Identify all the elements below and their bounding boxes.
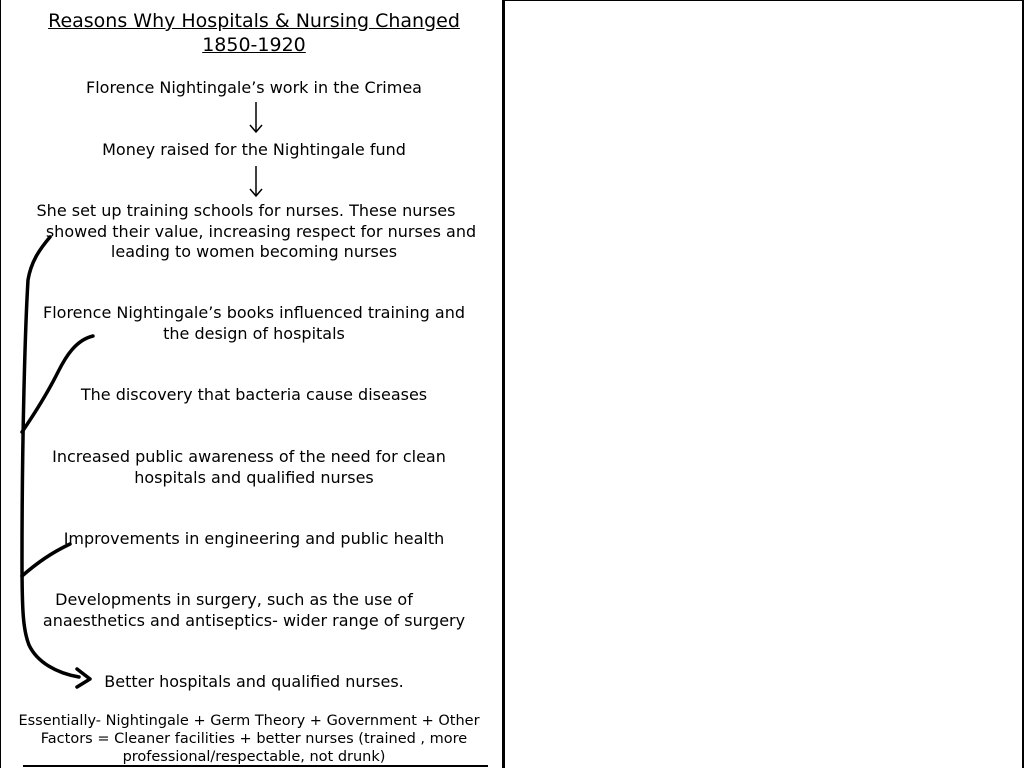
title-line-1: Reasons Why Hospitals & Nursing Changed xyxy=(48,10,460,32)
factor-books-line-2: the design of hospitals xyxy=(163,323,345,343)
summary-line-3: professional/respectable, not drunk) xyxy=(122,749,386,765)
training-schools-line-2: showed their value, increasing respect for nurses and xyxy=(45,221,477,241)
result-box xyxy=(11,672,497,693)
down-arrow-icon xyxy=(247,164,265,198)
factor-awareness-line-2: hospitals and qualified nurses xyxy=(134,467,374,487)
factor-bacteria xyxy=(11,385,497,406)
summary-line-1: Essentially- Nightingale + Germ Theory + Government + Other xyxy=(18,713,480,729)
chain-step-fund xyxy=(11,140,497,161)
training-schools-line-1: She set up training schools for nurses. These nurses xyxy=(36,201,456,220)
factor-surgery-line-1: Developments in surgery, such as the use of xyxy=(55,590,413,609)
factor-surgery-line-2: anaesthetics and antiseptics- wider range of surgery xyxy=(42,610,466,630)
result-text: Better hospitals and qualified nurses. xyxy=(104,672,404,691)
right-panel-blank xyxy=(505,0,1024,768)
factor-engineering-text: Improvements in engineering and public health xyxy=(63,529,445,548)
factor-engineering xyxy=(11,529,497,550)
factor-bacteria-text: The discovery that bacteria cause diseases xyxy=(80,385,428,404)
factor-books-line-1: Florence Nightingale’s books influenced training and xyxy=(43,303,465,322)
left-panel xyxy=(0,0,503,768)
page-title xyxy=(11,9,497,57)
summary xyxy=(11,712,497,766)
chain-step-fund-text: Money raised for the Nightingale fund xyxy=(102,140,406,159)
factor-awareness-line-1: Increased public awareness of the need for clean xyxy=(52,447,446,466)
title-line-2: 1850-1920 xyxy=(202,34,306,56)
factor-books xyxy=(11,303,497,344)
summary-line-2: Factors = Cleaner facilities + better nurses (trained , more xyxy=(40,731,468,747)
down-arrow-icon xyxy=(247,100,265,134)
chain-step-training-schools xyxy=(11,201,497,263)
training-schools-line-3: leading to women becoming nurses xyxy=(110,242,398,261)
bottom-rule xyxy=(23,765,488,767)
chain-step-crimea-text: Florence Nightingale’s work in the Crimea xyxy=(86,78,422,97)
factor-public-awareness xyxy=(11,447,497,488)
chain-step-crimea xyxy=(11,78,497,99)
factor-surgery xyxy=(11,590,497,631)
